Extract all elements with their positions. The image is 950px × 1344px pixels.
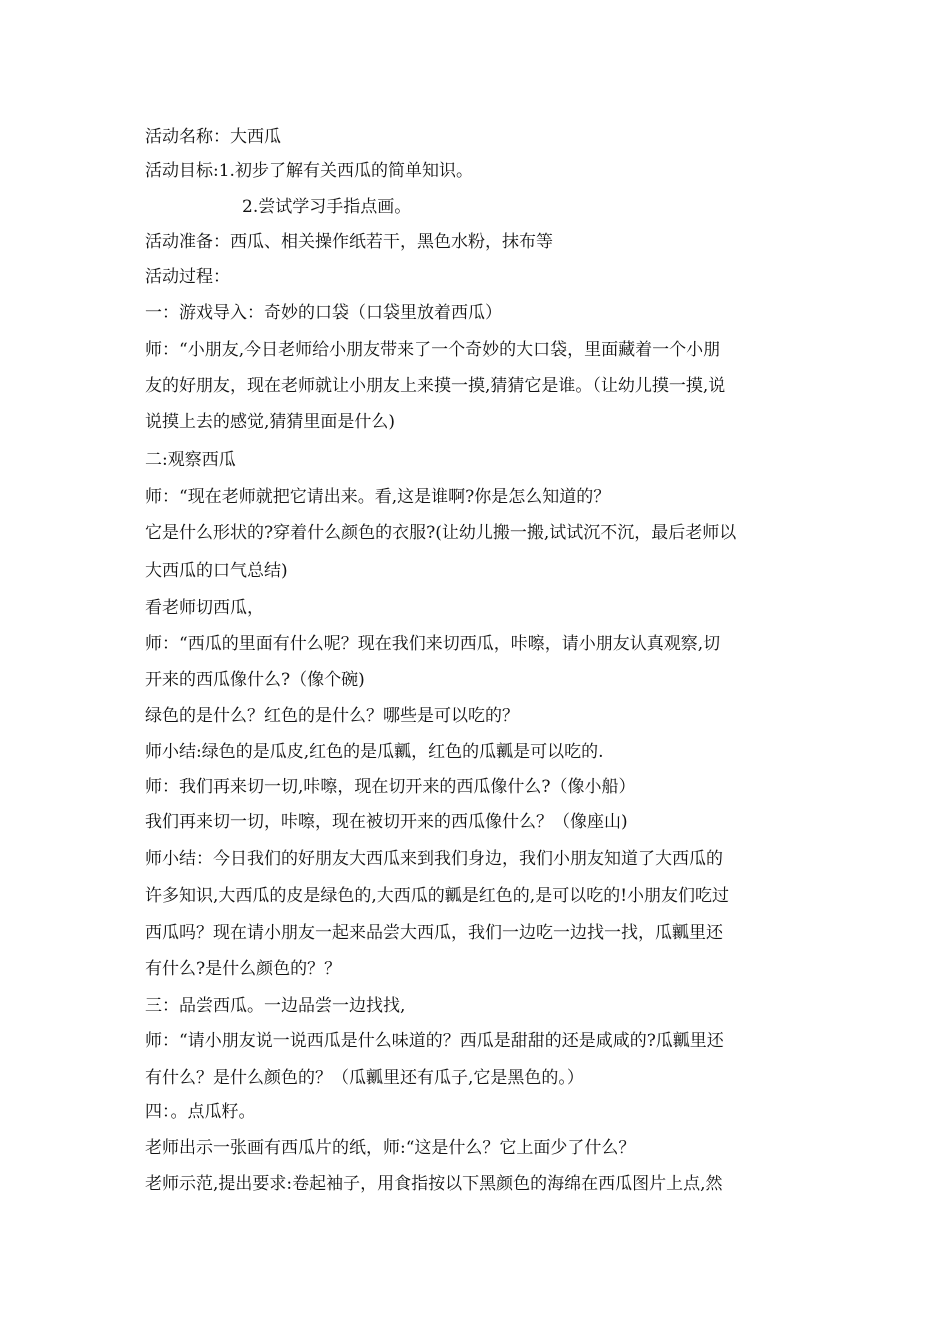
paragraph-line: 西瓜吗？现在请小朋友一起来品尝大西瓜，我们一边吃一边找一找，瓜瓤里还: [145, 923, 723, 943]
paragraph-line: 师：“小朋友,今日老师给小朋友带来了一个奇妙的大口袋，里面藏着一个小朋: [145, 340, 721, 360]
paragraph-line: 绿色的是什么？红色的是什么？哪些是可以吃的？: [145, 706, 519, 726]
paragraph-line: 看老师切西瓜，: [145, 598, 264, 618]
paragraph-line: 说摸上去的感觉,猜猜里面是什么): [145, 412, 396, 432]
paragraph-line: 师：我们再来切一切,咔嚓，现在切开来的西瓜像什么?（像小船）: [145, 777, 636, 797]
activity-name: 活动名称：大西瓜: [145, 127, 281, 147]
paragraph-line: 开来的西瓜像什么?（像个碗): [145, 670, 365, 690]
paragraph-line: 大西瓜的口气总结): [145, 561, 288, 581]
section-one-heading: 一：游戏导入：奇妙的口袋（口袋里放着西瓜）: [145, 303, 502, 323]
section-four-heading: 四：。点瓜籽。: [145, 1102, 256, 1122]
paragraph-line: 师小结：今日我们的好朋友大西瓜来到我们身边，我们小朋友知道了大西瓜的: [145, 849, 723, 869]
paragraph-line: 有什么?是什么颜色的？？: [145, 959, 342, 979]
paragraph-line: 师：“现在老师就把它请出来。看,这是谁啊?你是怎么知道的？: [145, 487, 611, 507]
activity-goal-1: 活动目标:1.初步了解有关西瓜的简单知识。: [145, 161, 473, 181]
activity-goal-2: 2.尝试学习手指点画。: [242, 197, 412, 217]
section-two-heading: 二:观察西瓜: [145, 450, 236, 470]
paragraph-line: 有什么？是什么颜色的？（瓜瓤里还有瓜子,它是黑色的。）: [145, 1068, 584, 1088]
paragraph-line: 老师出示一张画有西瓜片的纸，师:“这是什么？它上面少了什么？: [145, 1138, 636, 1158]
paragraph-line: 老师示范,提出要求:卷起袖子，用食指按以下黑颜色的海绵在西瓜图片上点,然: [145, 1174, 723, 1194]
paragraph-line: 师：“请小朋友说一说西瓜是什么味道的？西瓜是甜甜的还是咸咸的?瓜瓤里还: [145, 1031, 724, 1051]
paragraph-line: 师：“西瓜的里面有什么呢？现在我们来切西瓜，咔嚓，请小朋友认真观察,切: [145, 634, 721, 654]
activity-process-heading: 活动过程：: [145, 267, 230, 287]
paragraph-line: 它是什么形状的?穿着什么颜色的衣服?(让幼儿搬一搬,试试沉不沉，最后老师以: [145, 523, 737, 543]
activity-preparation: 活动准备：西瓜、相关操作纸若干，黑色水粉，抹布等: [145, 232, 553, 252]
paragraph-line: 友的好朋友，现在老师就让小朋友上来摸一摸,猜猜它是谁。（让幼儿摸一摸,说: [145, 376, 726, 396]
paragraph-line: 师小结:绿色的是瓜皮,红色的是瓜瓤，红色的瓜瓤是可以吃的.: [145, 742, 604, 762]
paragraph-line: 我们再来切一切，咔嚓，现在被切开来的西瓜像什么？（像座山): [145, 812, 628, 832]
section-three-heading: 三：品尝西瓜。一边品尝一边找找,: [145, 996, 406, 1016]
paragraph-line: 许多知识,大西瓜的皮是绿色的,大西瓜的瓤是红色的,是可以吃的!小朋友们吃过: [145, 886, 730, 906]
